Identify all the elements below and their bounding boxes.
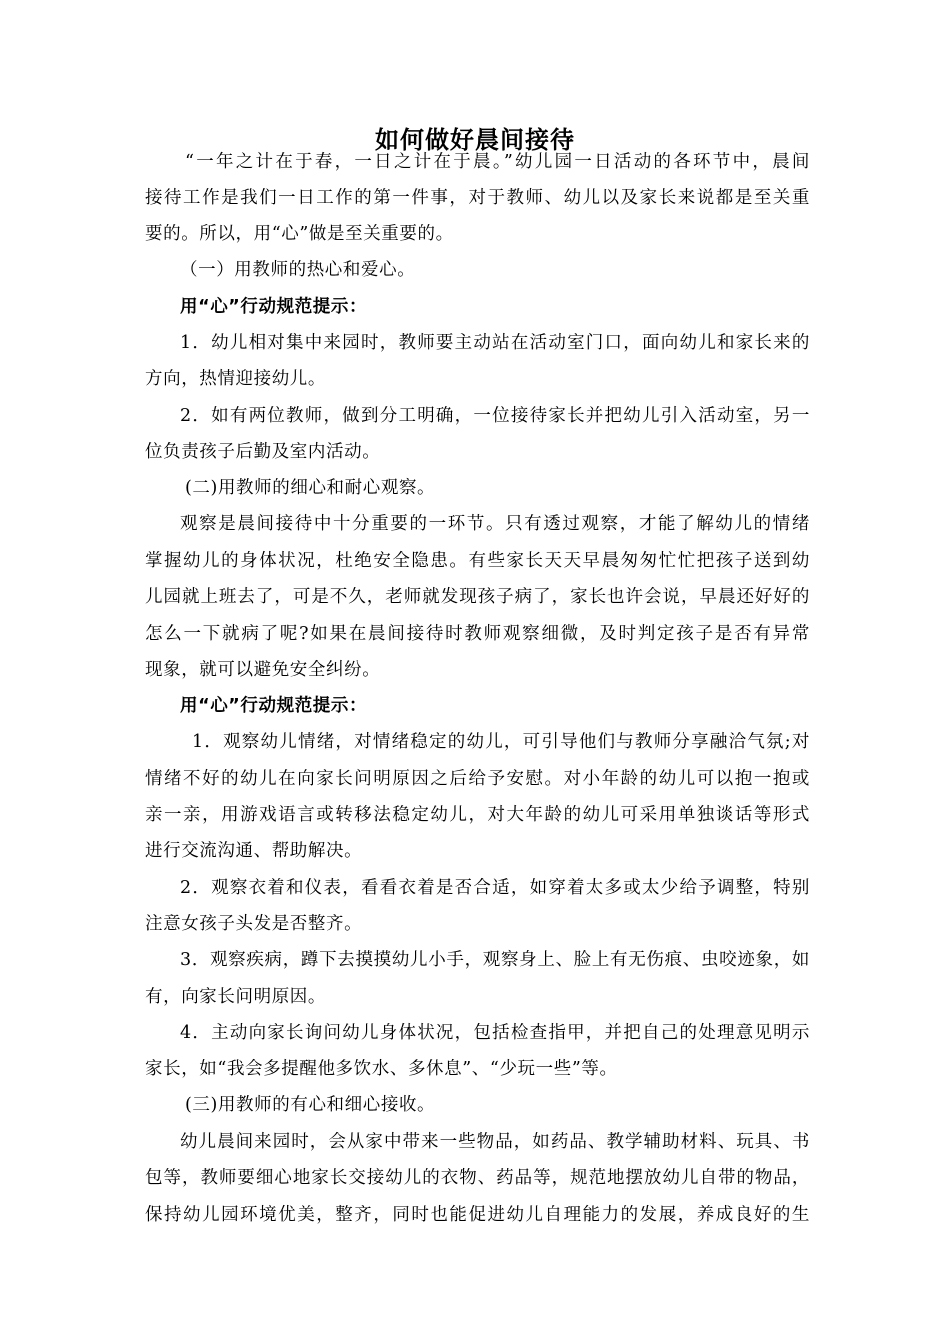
paragraph-line: 观察是晨间接待中十分重要的一环节。只有透过观察，才能了解幼儿的情绪 (180, 514, 810, 534)
paragraph-line: 掌握幼儿的身体状况，杜绝安全隐患。有些家长天天早晨匆匆忙忙把孩子送到幼 (145, 551, 810, 571)
paragraph-line: 进行交流沟通、帮助解决。 (145, 841, 363, 861)
tips-heading: 用“心”行动规范提示： (180, 297, 368, 317)
paragraph-line: 1．观察幼儿情绪，对情绪稳定的幼儿，可引导他们与教师分享融洽气氛;对 (192, 732, 810, 752)
paragraph-line: 情绪不好的幼儿在向家长问明原因之后给予安慰。对小年龄的幼儿可以抱一抱或 (145, 769, 810, 789)
section-heading: （一）用教师的热心和爱心。 (180, 260, 416, 280)
paragraph-line: 家长，如“我会多提醒他多饮水、多休息”、“少玩一些”等。 (145, 1059, 618, 1079)
paragraph-line: 亲一亲，用游戏语言或转移法稳定幼儿，对大年龄的幼儿可采用单独谈话等形式 (145, 805, 810, 825)
paragraph-line: 包等，教师要细心地家长交接幼儿的衣物、药品等，规范地摆放幼儿自带的物品， (145, 1168, 810, 1188)
section-heading: (三)用教师的有心和细心接收。 (185, 1095, 436, 1115)
paragraph-line: 儿园就上班去了，可是不久，老师就发现孩子病了，家长也许会说，早晨还好好的 (145, 587, 810, 607)
paragraph-line: 位负责孩子后勤及室内活动。 (145, 442, 381, 462)
paragraph-line: 幼儿晨间来园时，会从家中带来一些物品，如药品、教学辅助材料、玩具、书 (180, 1132, 810, 1152)
paragraph-line: 注意女孩子头发是否整齐。 (145, 914, 363, 934)
paragraph-line: 要的。所以，用“心”做是至关重要的。 (145, 224, 454, 244)
tips-heading: 用“心”行动规范提示： (180, 696, 368, 716)
document-title: 如何做好晨间接待 (375, 126, 575, 154)
paragraph-line: 4．主动向家长询问幼儿身体状况，包括检查指甲，并把自己的处理意见明示 (180, 1023, 810, 1043)
paragraph-line: 3．观察疾病，蹲下去摸摸幼儿小手，观察身上、脸上有无伤痕、虫咬迹象，如 (180, 950, 810, 970)
paragraph-line: 接待工作是我们一日工作的第一件事，对于教师、幼儿以及家长来说都是至关重 (145, 188, 810, 208)
paragraph-line: 有，向家长问明原因。 (145, 987, 326, 1007)
paragraph-line: 保持幼儿园环境优美，整齐，同时也能促进幼儿自理能力的发展，养成良好的生 (145, 1205, 810, 1225)
paragraph-line: 2．如有两位教师，做到分工明确，一位接待家长并把幼儿引入活动室，另一 (180, 406, 810, 426)
paragraph-line: 方向，热情迎接幼儿。 (145, 369, 326, 389)
paragraph-line: “一年之计在于春，一日之计在于晨。”幼儿园一日活动的各环节中，晨间 (185, 152, 810, 172)
paragraph-line: 2．观察衣着和仪表，看看衣着是否合适，如穿着太多或太少给予调整，特别 (180, 878, 810, 898)
paragraph-line: 怎么一下就病了呢?如果在晨间接待时教师观察细微，及时判定孩子是否有异常 (145, 624, 810, 644)
section-heading: (二)用教师的细心和耐心观察。 (185, 478, 436, 498)
paragraph-line: 1．幼儿相对集中来园时，教师要主动站在活动室门口，面向幼儿和家长来的 (180, 333, 810, 353)
paragraph-line: 现象，就可以避免安全纠纷。 (145, 660, 381, 680)
